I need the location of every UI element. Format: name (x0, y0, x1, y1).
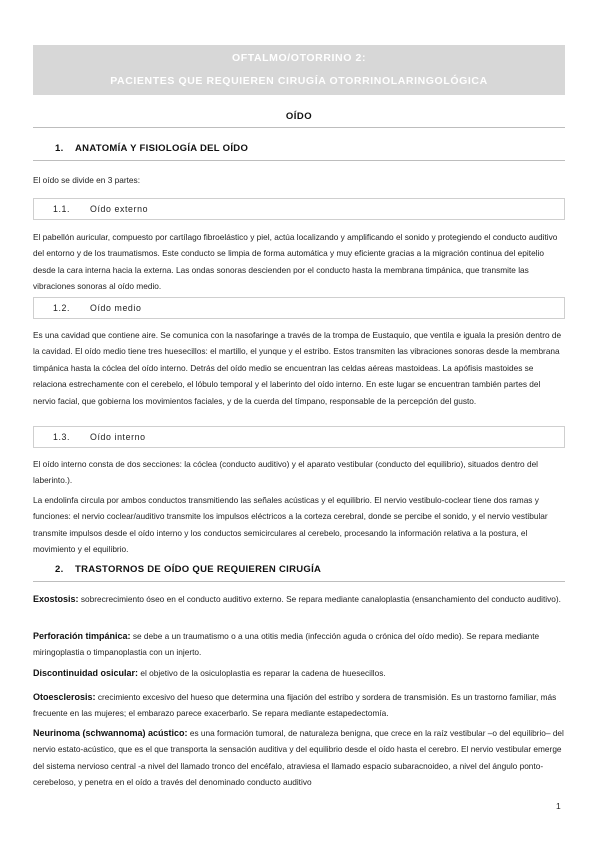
heading-number: 1. (55, 143, 64, 154)
intro-paragraph: El oído se divide en 3 partes: (33, 175, 141, 185)
disorder-term: Perforación timpánica: (33, 631, 131, 641)
disorder-term: Exostosis: (33, 594, 79, 604)
disorder-text: es una formación tumoral, de naturaleza benigna, que crece en la raíz vestibular –o del equilibrio– del nervio estato-acústico, que es el que transporta la sensación auditiva y del equilibrio desde el oído hasta el cerebro. El nervio vestibular emerge del sistema nervioso central -a nivel del llamado tronco del encéfalo, atraviesa el llamado espacio subaracnoideo, a nivel del ángulo ponto-cerebeloso, y penetra en el oído a través del denominado conducto auditivo (33, 728, 564, 788)
banner-subtitle: PACIENTES QUE REQUIEREN CIRUGÍA OTORRINOLARINGOLÓGICA (110, 75, 488, 87)
disorder-otoesclerosis (33, 689, 565, 722)
paragraph-oido-medio: Es una cavidad que contiene aire. Se comunica con la nasofaringe a través de la trompa de Eustaquio, que ventila e iguala la presión dentro de la cavidad. El oído medio tiene tres huesecillos: el martillo, el yunque y el estribo. Estos transmiten las vibraciones sonoras desde la membrana timpánica hasta la cóclea del oído interno. Detrás del oído medio se encuentran las celdas aéreas mastoideas. La apófisis mastoides se relaciona estrechamente con el cerebelo, el lóbulo temporal y el laberinto del oído interno. En este lugar se encuentran también partes del nervio facial, que gobierna los movimientos faciales, y de la cuerda del tímpano, responsable de la percepción del gusto. (33, 330, 562, 406)
heading-text: ANATOMÍA Y FISIOLOGÍA DEL OÍDO (75, 143, 249, 154)
subheading-text: Oído interno (90, 432, 146, 442)
section-title-rule (33, 127, 565, 128)
disorder-discontinuidad-osicular (33, 665, 565, 681)
heading-number: 2. (55, 564, 64, 575)
disorder-text: el objetivo de la osiculoplastia es reparar la cadena de huesecillos. (140, 668, 386, 678)
disorder-perforacion-timpanica (33, 628, 565, 661)
disorder-exostosis (33, 591, 565, 607)
title-banner (33, 45, 565, 95)
subheading-text: Oído externo (90, 204, 149, 214)
paragraph-oido-interno-1: El oído interno consta de dos secciones: la cóclea (conducto auditivo) y el aparato vestibular (conducto del equilibrio), situados dentro del laberinto.). (33, 459, 539, 486)
disorder-text: crecimiento excesivo del hueso que determina una fijación del estribo y sordera de transmisión. Es un trastorno familiar, más frecuente en las mujeres; el embarazo parece exacerbarlo. Se repara mediante estapedectomía. (33, 692, 557, 719)
disorder-neurinoma-acustico (33, 725, 565, 791)
page-number: 1 (556, 801, 561, 811)
section-title: OÍDO (285, 111, 313, 122)
paragraph-oido-externo: El pabellón auricular, compuesto por cartílago fibroelástico y piel, actúa localizando y amplificando el sonido y protegiendo el conducto auditivo del entorno y de los traumatismos. Este conducto se limpia de forma automática y muy eficiente gracias a la migración continua del epitelio desde la cara interna hacia la externa. Las ondas sonoras descienden por el conducto hasta la membrana timpánica, que transmite las vibraciones sonoras al oído medio. (33, 232, 558, 292)
subheading-oido-interno (33, 426, 565, 448)
disorder-text: se debe a un traumatismo o a una otitis media (infección aguda o crónica del oído medio). Se repara mediante miringoplastia o timpanoplastia con un injerto. (33, 631, 540, 658)
heading-trastornos (33, 562, 565, 582)
subheading-number: 1.1. (53, 204, 71, 214)
disorder-text: sobrecrecimiento óseo en el conducto auditivo externo. Se repara mediante canaloplastia (ensanchamiento del conducto auditivo). (80, 594, 561, 604)
subheading-oido-medio (33, 297, 565, 319)
subheading-oido-externo (33, 198, 565, 220)
heading-anatomia (33, 141, 565, 161)
disorder-term: Otoesclerosis: (33, 692, 96, 702)
heading-text: TRASTORNOS DE OÍDO QUE REQUIEREN CIRUGÍA (75, 564, 322, 575)
banner-title: OFTALMO/OTORRINO 2: (231, 52, 367, 64)
paragraph-oido-interno-2: La endolinfa circula por ambos conductos transmitiendo las señales acústicas y el equilibrio. El nervio vestibulo-coclear tiene dos ramas y funciones: el nervio coclear/auditivo transmite los impulsos eléctricos a la corteza cerebral, donde se percibe el sonido, y el nervio vestibular transmite impulsos desde el oído interno y los conductos semicirculares al cerebelo, procesando la información relativa a la postura, el movimiento y el equilibrio. (33, 495, 548, 555)
disorder-term: Neurinoma (schwannoma) acústico: (33, 728, 188, 738)
subheading-number: 1.2. (53, 303, 71, 313)
disorder-term: Discontinuidad osicular: (33, 668, 139, 678)
subheading-number: 1.3. (53, 432, 71, 442)
subheading-text: Oído medio (90, 303, 142, 313)
